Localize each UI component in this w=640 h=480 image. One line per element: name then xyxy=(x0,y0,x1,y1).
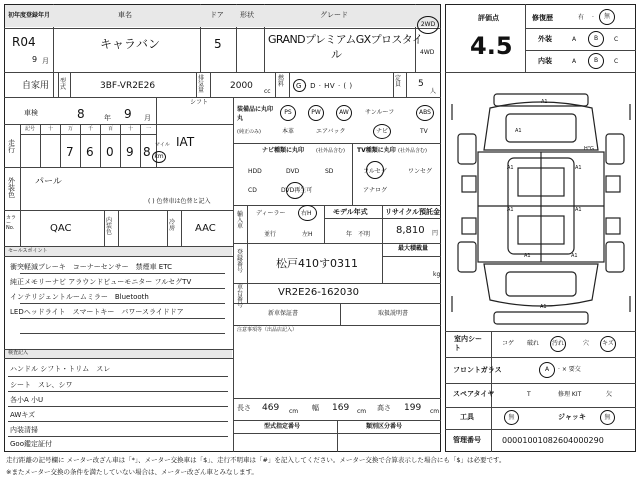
sales-point-1: 衝突軽減ブレーキ コーナーセンサー 禁煙車 ETC xyxy=(10,263,172,271)
front-glass-a-circle: A xyxy=(539,362,555,378)
place-label-5: 一 xyxy=(146,126,152,132)
capacity-unit: 人 xyxy=(430,88,437,95)
equipment-subtitle: (純正のみ) xyxy=(237,129,261,135)
shape-label: 形状 xyxy=(240,11,254,19)
exterior-color-note: ( ) 色替車は色替と記入 xyxy=(148,198,211,205)
fuel-label: 燃料 xyxy=(278,75,285,88)
interior-stain-circle: 汚れ xyxy=(550,336,566,352)
color-no-label: カラーNo. xyxy=(6,215,17,231)
fuel-gasoline-circle xyxy=(293,79,306,92)
mileage-digit-1: 7 xyxy=(66,145,74,159)
damage-mark-7: A1 xyxy=(575,207,582,213)
import-parallel: 並行 xyxy=(264,231,277,238)
tv-fullseg-circle xyxy=(366,161,384,179)
interior-score-c: C xyxy=(614,58,619,65)
length-unit: cm xyxy=(289,408,299,415)
drive-2wd-circle: 2WD xyxy=(417,16,439,34)
navi-title: ナビ種類に丸印 xyxy=(262,147,305,154)
interior-hole: 穴 xyxy=(583,340,590,347)
import-dealer: ディーラー xyxy=(256,210,286,217)
sales-point-3: インテリジェントルームミラー Bluetooth xyxy=(10,293,149,301)
equip-abs-circle: ABS xyxy=(416,105,434,121)
mile-label: マイル xyxy=(155,142,170,148)
mileage-digit-4: 9 xyxy=(126,145,134,159)
manage-number-value: 00001001082604000290 xyxy=(502,436,604,445)
repair-sep: · xyxy=(592,14,594,21)
mileage-label: 走行 xyxy=(8,139,15,154)
repair-history-label: 修復歴 xyxy=(532,14,553,22)
capacity-value: 5 xyxy=(418,79,424,89)
spare-kit: 修理 KIT xyxy=(558,391,582,398)
class-number-label: 類別区分番号 xyxy=(366,423,403,430)
damage-mark-6: A1 xyxy=(507,207,514,213)
car-name-label: 車名 xyxy=(118,11,132,19)
inspector-line-5: 内装清掃 xyxy=(10,426,38,434)
exterior-score-label: 外装 xyxy=(538,35,552,43)
use-type: 自家用 xyxy=(22,81,50,91)
footer-note-1: 走行距離の記号欄に メーター改ざん車は「*」、メーター交換車は「$」、走行不明車は「#」を記入してください。メーター交換で合算表示した場合にも「$」は必要です。 xyxy=(6,456,506,464)
damage-mark-2: A1 xyxy=(515,128,522,134)
interior-tear: 破れ xyxy=(527,340,540,347)
navi-dvd-playback: DVD再生可 xyxy=(281,187,313,194)
displacement-value: 2000 xyxy=(230,81,253,91)
height-unit: cm xyxy=(430,408,440,415)
inspector-line-2: シート スレ、シワ xyxy=(10,381,73,389)
width-unit: cm xyxy=(357,408,367,415)
manage-number-label: 管理番号 xyxy=(453,436,481,444)
length-value: 469 xyxy=(262,403,280,413)
spare-t: T xyxy=(527,391,531,398)
score-value: 4.5 xyxy=(470,32,513,60)
shift-label: シフト xyxy=(190,99,209,106)
repair-no-circle: 無 xyxy=(599,9,615,25)
place-label-3: 百 xyxy=(108,126,114,132)
mileage-digit-2: 6 xyxy=(86,145,94,159)
mileage-digit-5: 8 xyxy=(143,145,151,159)
model-year-value: 年 不明 xyxy=(346,231,371,238)
interior-score-label: 内装 xyxy=(538,57,552,65)
damage-mark-4: A1 xyxy=(507,165,514,171)
inspector-line-4: AWキズ xyxy=(10,411,36,419)
interior-color-label: 内装色 xyxy=(106,217,113,236)
jack-none-circle: 無 xyxy=(600,410,615,425)
damage-mark-5: A1 xyxy=(575,165,582,171)
first-reg-month: 9 xyxy=(32,55,38,64)
registration-value: 松戸410す0311 xyxy=(276,257,358,270)
import-right-hand: 右H xyxy=(301,210,312,217)
equip-sunroof: サンルーフ xyxy=(365,109,395,116)
shift-value: IAT xyxy=(176,135,195,149)
interior-score-b-circle: B xyxy=(588,53,604,69)
front-glass-label: フロントガラス xyxy=(453,366,502,374)
equipment-title-suffix: 丸 xyxy=(237,115,244,122)
damage-mark-9: A1 xyxy=(540,304,547,310)
car-condition-diagram xyxy=(448,90,634,330)
km-circle: km xyxy=(152,151,166,163)
tools-none-circle: 無 xyxy=(504,410,519,425)
equipment-title: 装備品に丸印 xyxy=(237,106,274,113)
first-reg-label: 初年度登録年月 xyxy=(8,12,51,19)
tv-title: TV種類に丸印 xyxy=(357,147,396,154)
equip-navi-circle: ナビ xyxy=(373,124,391,139)
score-label: 評価点 xyxy=(478,14,499,22)
navi-title-note: (社外品含む) xyxy=(316,148,345,154)
inspection-year: 8 xyxy=(77,107,85,121)
length-label: 長さ xyxy=(237,404,251,412)
tools-label: 工具 xyxy=(460,413,474,421)
jack-label: ジャッキ xyxy=(558,413,586,421)
equip-aw-circle: AW xyxy=(336,105,352,121)
tv-oneseg: ワンセグ xyxy=(408,168,433,175)
import-left-hand: 左H xyxy=(302,231,313,238)
place-label-4: 十 xyxy=(128,126,134,132)
model-year-label: モデル年式 xyxy=(333,208,368,216)
inspector-line-1: ハンドル シフト・トリム スレ xyxy=(10,365,111,373)
grade-line-1: GRANDプレミアムGXプロスタイ xyxy=(268,33,423,46)
height-label: 高さ xyxy=(377,404,391,412)
footer-note-2: ※またメーター交換の条件を満たしていない場合は、メーター改ざん車とみなします。 xyxy=(6,468,258,476)
recycle-unit: 円 xyxy=(432,230,439,237)
navi-sd: SD xyxy=(325,168,334,175)
first-reg-month-unit: 月 xyxy=(42,57,49,65)
navi-hdd: HDD xyxy=(248,168,262,175)
warranty-label: 新車保証書 xyxy=(268,310,299,317)
notes-label: 注意事項等（出品店記入） xyxy=(237,327,298,333)
fuel-options: G · D · HV · ( ) xyxy=(296,82,353,90)
spare-none: 欠 xyxy=(606,391,613,398)
sales-points-title: セールスポイント xyxy=(8,248,48,254)
mileage-note-label: 記号 xyxy=(25,126,36,132)
equip-tv: TV xyxy=(420,128,428,135)
car-name: キャラバン xyxy=(100,37,161,51)
sales-point-2: 純正メモリーナビ アラウンドビューモニター フルセグTV xyxy=(10,278,192,286)
import-label: 輸入車 xyxy=(237,211,244,230)
tv-title-note: (社外品含む) xyxy=(398,148,427,154)
height-value: 199 xyxy=(404,403,422,413)
navi-dvd-playback-circle xyxy=(286,182,304,199)
damage-mark-8: A1 xyxy=(524,253,531,259)
exterior-score-b-circle: B xyxy=(588,31,604,47)
door-label: ドア xyxy=(210,11,224,19)
capacity-label: 定員 xyxy=(395,75,402,88)
chassis-label: 車台番号 xyxy=(237,284,244,309)
interior-seat-label: 室内シート xyxy=(454,335,482,353)
damage-mark-1: A1 xyxy=(541,99,548,105)
navi-dvd: DVD xyxy=(286,168,300,175)
registration-label: 登録番号 xyxy=(237,249,244,274)
inspection-month-unit: 月 xyxy=(144,114,151,122)
type-value: 3BF-VR2E26 xyxy=(100,81,156,91)
right-hand-circle xyxy=(298,205,317,221)
recycle-value: 8,810 xyxy=(396,225,425,236)
color-no-value: QAC xyxy=(50,223,72,234)
width-value: 169 xyxy=(332,403,350,413)
model-number-label: 型式指定番号 xyxy=(264,423,301,430)
inspector-line-3: 各小A 小U xyxy=(10,396,44,404)
repair-yes: 有 xyxy=(578,14,585,21)
grade-label: グレード xyxy=(320,11,348,19)
equip-ps-circle: PS xyxy=(280,105,296,121)
displacement-unit: cc xyxy=(264,88,271,95)
exterior-color: パール xyxy=(35,177,62,187)
place-label-1: 万 xyxy=(68,126,74,132)
manual-label: 取扱説明書 xyxy=(378,310,409,317)
inspection-month: 9 xyxy=(124,107,132,121)
interior-burn: コゲ xyxy=(502,340,515,347)
aircon-label: 冷房 xyxy=(169,219,176,232)
navi-cd: CD xyxy=(248,187,257,194)
drive-4wd: 4WD xyxy=(420,49,435,56)
max-load-label: 最大積載量 xyxy=(398,245,429,252)
equip-pw-circle: PW xyxy=(308,105,324,121)
exterior-score-a: A xyxy=(572,36,577,43)
equip-airbag: エアバック xyxy=(316,128,346,135)
sales-point-4: LEDヘッドライト スマートキー パワースライドドア xyxy=(10,308,184,316)
equip-leather: 本革 xyxy=(282,128,295,135)
damage-mark-10: A1 xyxy=(571,253,578,259)
interior-score-a: A xyxy=(572,58,577,65)
displacement-label: 排気量 xyxy=(198,75,205,94)
first-reg-year: R04 xyxy=(12,35,36,49)
tv-analog: アナログ xyxy=(363,187,388,194)
inspection-label: 車検 xyxy=(24,109,38,117)
inspection-year-unit: 年 xyxy=(104,114,111,122)
spare-tire-label: スペアタイヤ xyxy=(453,390,495,398)
door-count: 5 xyxy=(214,37,222,51)
max-load-unit: kg xyxy=(433,271,441,278)
chassis-value: VR2E26-162030 xyxy=(278,287,359,298)
grade-line-2: ル xyxy=(331,48,342,61)
inspector-title: 検査記入 xyxy=(8,350,29,356)
width-label: 幅 xyxy=(312,404,319,412)
interior-scratch-circle: キズ xyxy=(600,336,616,352)
exterior-score-c: C xyxy=(614,36,619,43)
front-glass-options: · × 要交 xyxy=(558,366,581,373)
mileage-digit-3: 0 xyxy=(106,145,114,159)
recycle-label: リサイクル預託金 xyxy=(385,208,441,216)
place-label-2: 千 xyxy=(88,126,94,132)
type-label: 型式 xyxy=(60,78,67,91)
inspector-line-6: Goo鑑定証付 xyxy=(10,440,52,448)
exterior-label: 外装色 xyxy=(8,177,15,199)
tv-fullseg: フルセグ xyxy=(363,168,387,175)
aircon-value: AAC xyxy=(195,223,216,234)
damage-mark-3: H"G xyxy=(584,146,594,152)
place-label-0: 十 xyxy=(48,126,54,132)
